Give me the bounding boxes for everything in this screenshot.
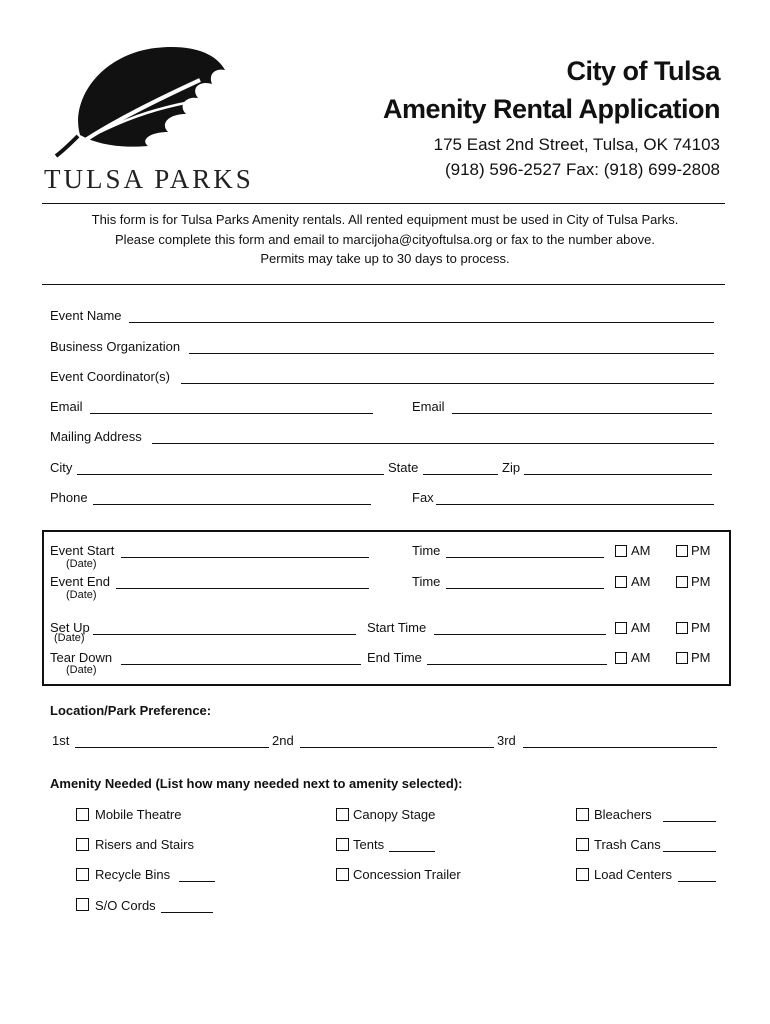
load-centers-checkbox[interactable] (576, 868, 589, 881)
title-city: City of Tulsa (566, 56, 720, 86)
am-checkbox[interactable] (615, 622, 627, 634)
pm-checkbox[interactable] (676, 545, 688, 557)
event-end-date-field[interactable] (116, 588, 369, 589)
pm-checkbox[interactable] (676, 652, 688, 664)
amenities-heading: Amenity Needed (List how many needed next to amenity selected): (50, 776, 463, 791)
set-up-date-field[interactable] (93, 634, 356, 635)
location-1st-field[interactable] (75, 747, 269, 748)
am-checkbox[interactable] (615, 652, 627, 664)
logo-text: TULSA PARKS (44, 164, 254, 194)
intro-line-2: Please complete this form and email to marcijoha@cityoftulsa.org or fax to the number above. (115, 232, 655, 247)
tents-qty-field[interactable] (389, 851, 435, 852)
so-cords-checkbox[interactable] (76, 898, 89, 911)
fax-label: Fax (412, 490, 434, 505)
tulsa-parks-logo (40, 40, 260, 195)
trash-cans-qty-field[interactable] (663, 851, 716, 852)
amenity-label: Recycle Bins (95, 867, 171, 882)
event-name-field[interactable] (129, 322, 714, 323)
amenity-label: Load Centers (594, 867, 673, 882)
trash-cans-checkbox[interactable] (576, 838, 589, 851)
city-label: City (50, 460, 73, 475)
recycle-bins-checkbox[interactable] (76, 868, 89, 881)
amenity-label: Trash Cans (594, 837, 661, 852)
phone-field[interactable] (93, 504, 371, 505)
tear-down-label: Tear Down (50, 650, 113, 665)
amenity-label: Tents (353, 837, 385, 852)
tear-down-time-field[interactable] (427, 664, 607, 665)
time-label: Time (412, 574, 441, 589)
city-field[interactable] (77, 474, 384, 475)
canopy-stage-checkbox[interactable] (336, 808, 349, 821)
time-label: Time (412, 543, 441, 558)
amenity-label: Canopy Stage (353, 807, 436, 822)
mobile-theatre-checkbox[interactable] (76, 808, 89, 821)
location-2nd-label: 2nd (272, 733, 294, 748)
page-title: Amenity Rental Application (382, 94, 720, 124)
concession-trailer-checkbox[interactable] (336, 868, 349, 881)
end-time-label: End Time (367, 650, 422, 665)
location-2nd-field[interactable] (300, 747, 494, 748)
amenity-label: Bleachers (594, 807, 652, 822)
mailing-address-label: Mailing Address (50, 429, 142, 444)
date-hint: (Date) (66, 558, 97, 570)
date-hint: (Date) (66, 589, 97, 601)
event-start-label: Event Start (50, 543, 115, 558)
phone-fax-text: (918) 596-2527 Fax: (918) 699-2808 (444, 160, 720, 179)
am-label: AM (631, 620, 651, 635)
zip-label: Zip (502, 460, 521, 475)
state-field[interactable] (423, 474, 498, 475)
leaf-icon (40, 40, 260, 165)
zip-field[interactable] (524, 474, 712, 475)
event-coordinator-field[interactable] (181, 383, 714, 384)
location-3rd-label: 3rd (497, 733, 516, 748)
amenity-label: Concession Trailer (353, 867, 461, 882)
pm-label: PM (691, 574, 711, 589)
bleachers-checkbox[interactable] (576, 808, 589, 821)
pm-checkbox[interactable] (676, 576, 688, 588)
mailing-address-field[interactable] (152, 443, 714, 444)
am-label: AM (631, 574, 651, 589)
so-cords-qty-field[interactable] (161, 912, 213, 913)
start-time-label: Start Time (367, 620, 427, 635)
event-name-label: Event Name (50, 308, 122, 323)
business-org-label: Business Organization (50, 339, 181, 354)
location-heading: Location/Park Preference: (50, 703, 212, 718)
business-org-field[interactable] (189, 353, 714, 354)
state-label: State (388, 460, 419, 475)
set-up-time-field[interactable] (434, 634, 606, 635)
pm-label: PM (691, 620, 711, 635)
email-label-1: Email (50, 399, 83, 414)
header-divider (42, 203, 725, 204)
location-3rd-field[interactable] (523, 747, 717, 748)
load-centers-qty-field[interactable] (678, 881, 716, 882)
event-start-time-field[interactable] (446, 557, 604, 558)
email-field-1[interactable] (90, 413, 373, 414)
am-label: AM (631, 543, 651, 558)
risers-stairs-checkbox[interactable] (76, 838, 89, 851)
tear-down-date-field[interactable] (121, 664, 361, 665)
am-checkbox[interactable] (615, 576, 627, 588)
email-field-2[interactable] (452, 413, 712, 414)
intro-line-3: Permits may take up to 30 days to process. (260, 251, 510, 266)
am-checkbox[interactable] (615, 545, 627, 557)
amenity-label: Mobile Theatre (95, 807, 182, 822)
bleachers-qty-field[interactable] (663, 821, 716, 822)
pm-label: PM (691, 650, 711, 665)
event-end-label: Event End (50, 574, 110, 589)
date-hint: (Date) (54, 632, 85, 644)
event-end-time-field[interactable] (446, 588, 604, 589)
address-text: 175 East 2nd Street, Tulsa, OK 74103 (433, 135, 720, 154)
recycle-bins-qty-field[interactable] (179, 881, 215, 882)
phone-label: Phone (50, 490, 88, 505)
pm-checkbox[interactable] (676, 622, 688, 634)
event-start-date-field[interactable] (121, 557, 369, 558)
set-up-label: Set Up (50, 620, 90, 635)
am-label: AM (631, 650, 651, 665)
location-1st-label: 1st (52, 733, 70, 748)
email-label-2: Email (412, 399, 445, 414)
tents-checkbox[interactable] (336, 838, 349, 851)
fax-field[interactable] (436, 504, 714, 505)
amenity-label: Risers and Stairs (95, 837, 194, 852)
event-coordinator-label: Event Coordinator(s) (50, 369, 170, 384)
intro-divider (42, 284, 725, 285)
pm-label: PM (691, 543, 711, 558)
intro-line-1: This form is for Tulsa Parks Amenity rentals. All rented equipment must be used in City of Tulsa Parks. (91, 212, 679, 227)
date-hint: (Date) (66, 664, 97, 676)
amenity-label: S/O Cords (95, 898, 156, 913)
